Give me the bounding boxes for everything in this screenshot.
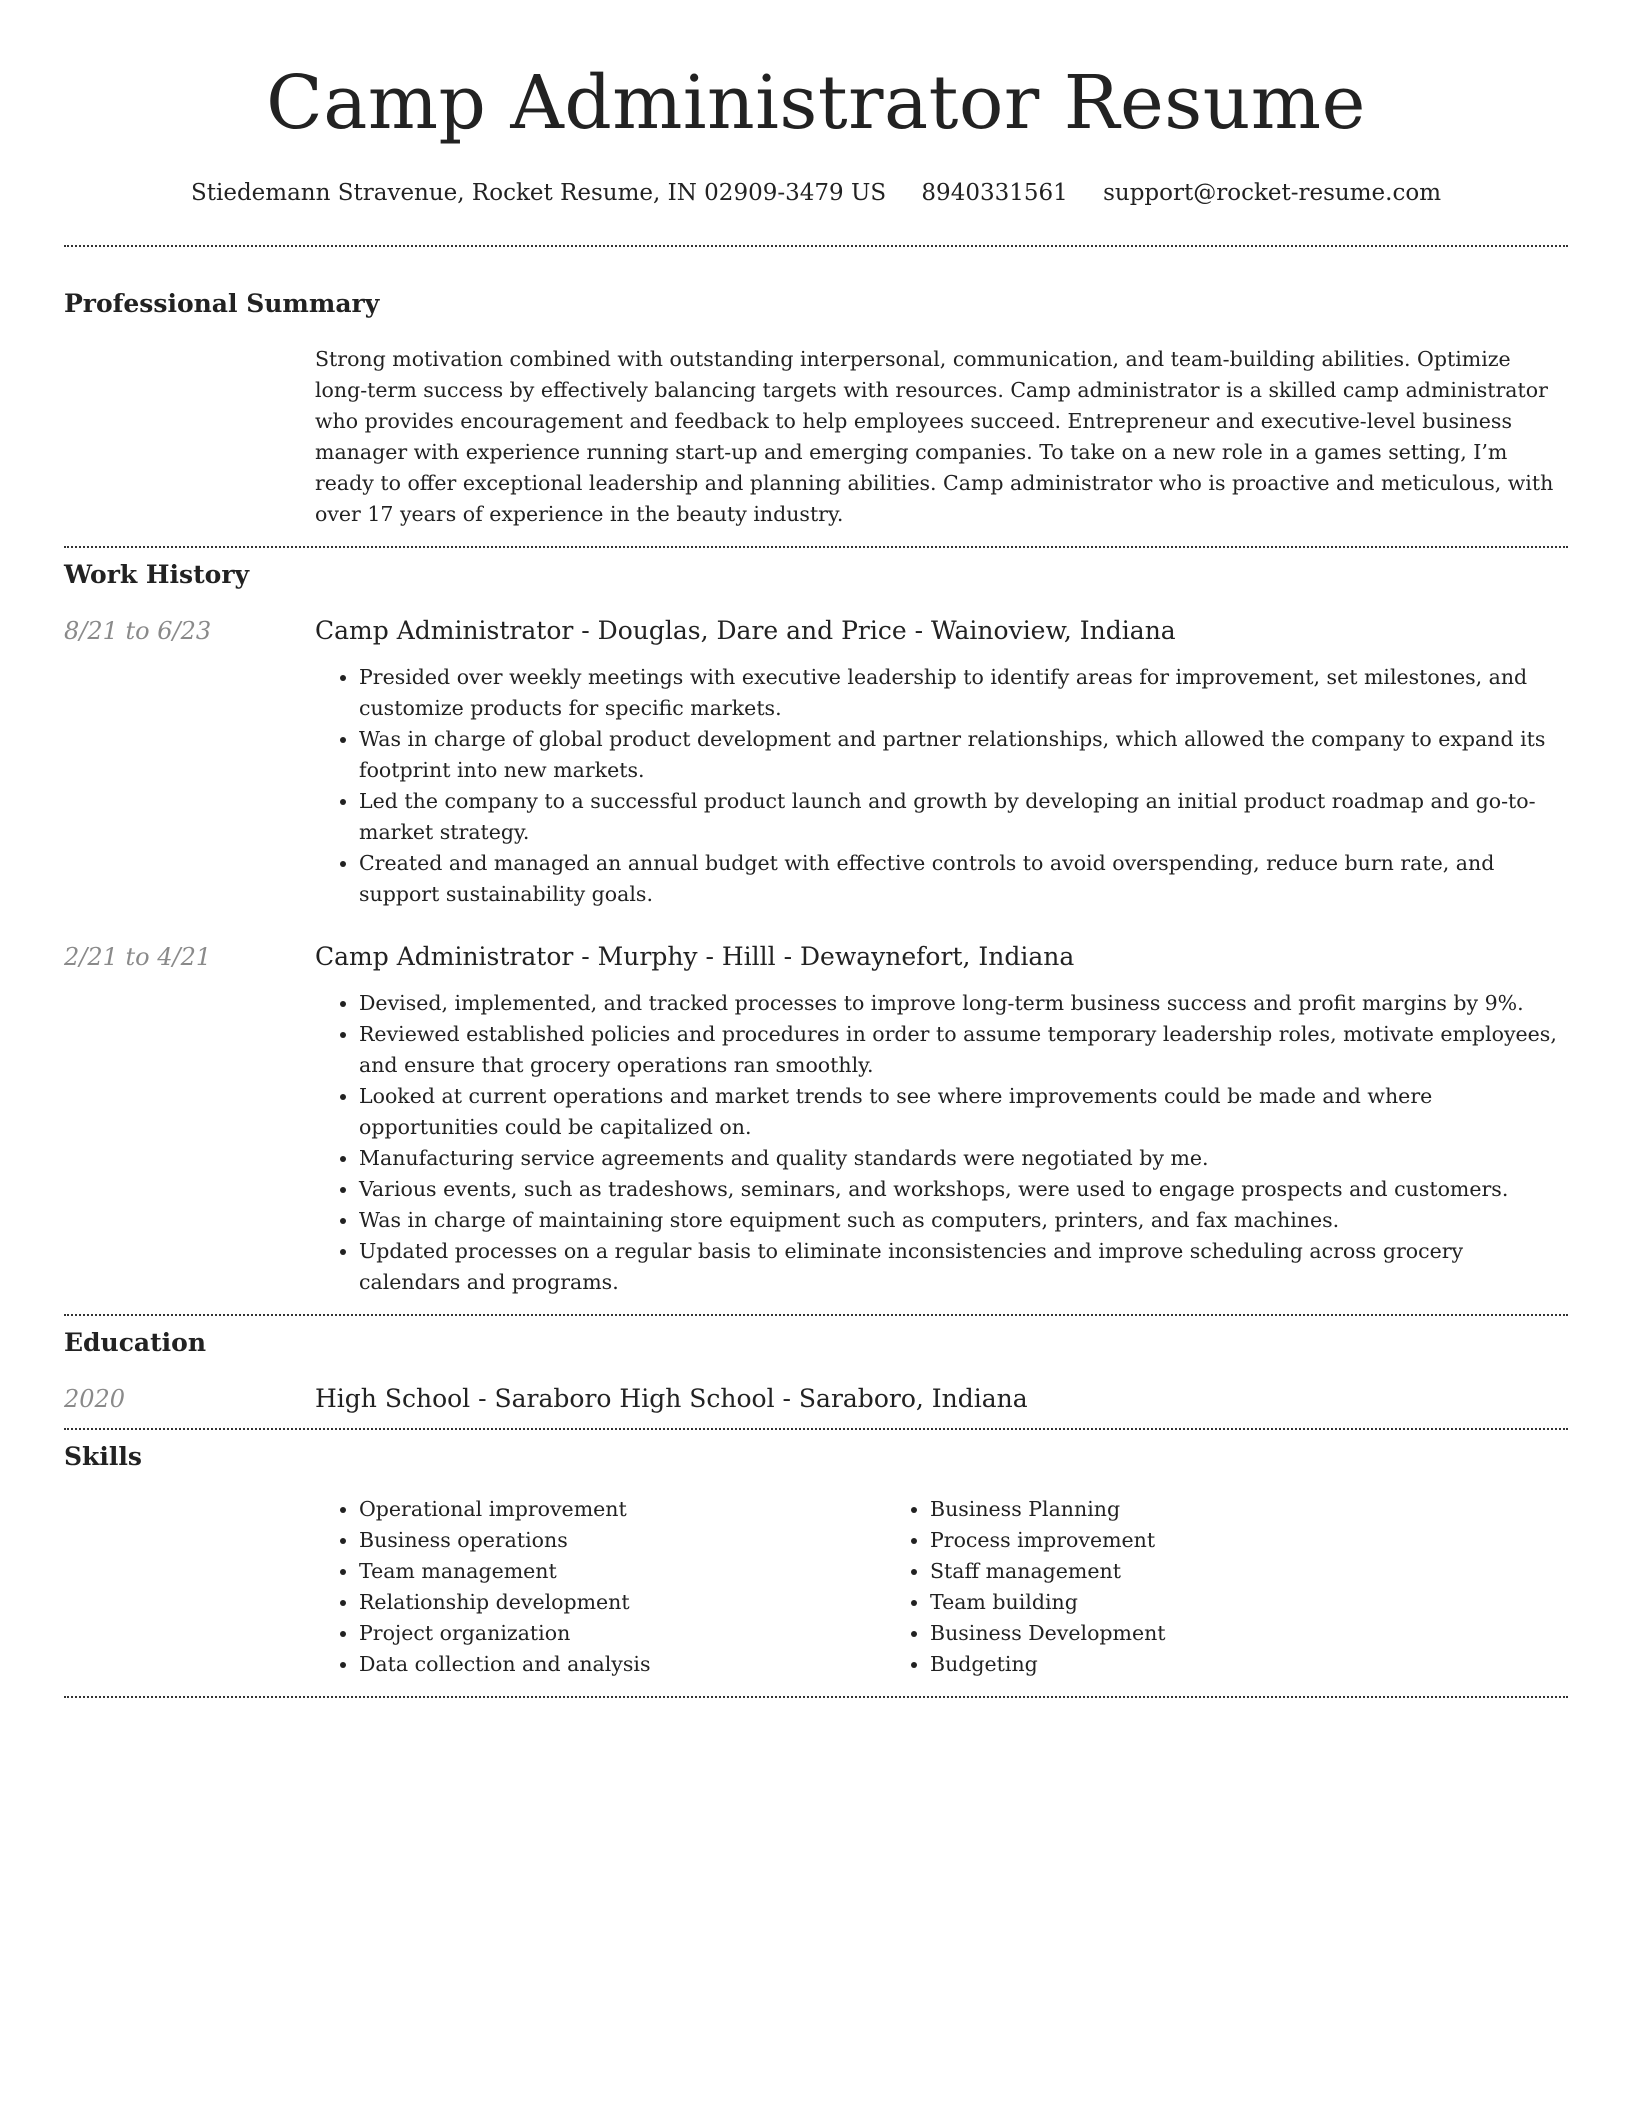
job-bullet: • Various events, such as tradeshows, seminars, and workshops, were used to engage prospects and customers. [359, 1174, 1568, 1205]
contact-address: Stiedemann Stravenue, Rocket Resume, IN 02909-3479 US [190, 180, 887, 206]
job-bullet: • Presided over weekly meetings with executive leadership to identify areas for improvement, set milestones, and customize products for specific markets. [359, 662, 1568, 724]
job-bullet: • Devised, implemented, and tracked processes to improve long-term business success and profit margins by 9%. [359, 988, 1568, 1019]
skill-item: • Team management [359, 1556, 886, 1587]
professional-summary-text: Strong motivation combined with outstanding interpersonal, communication, and team-building abilities. Optimize long-term success by effectively balancing targets with resources. Camp administrator is a skilled camp administrator who provides encouragement and feedback to help employees succeed. Entrepreneur and executive-level business manager with experience running start-up and emerging companies. To take on a new role in a games setting, I’m ready to offer exceptional leadership and planning abilities. Camp administrator who is proactive and meticulous, with over 17 years of experience in the beauty industry. [315, 347, 1554, 526]
skill-item: • Budgeting [930, 1649, 1457, 1680]
skills-list-left [315, 1494, 886, 1680]
job-title: Camp Administrator - Murphy - Hilll - Dewaynefort, Indiana [315, 942, 1075, 971]
skill-item: • Operational improvement [359, 1494, 886, 1525]
skill-item: • Project organization [359, 1618, 886, 1649]
section-divider [64, 1314, 1568, 1316]
job-bullets [315, 988, 1568, 1298]
education-entry [64, 1382, 1568, 1416]
job-bullet: • Reviewed established policies and procedures in order to assume temporary leadership roles, motivate employees, and ensure that grocery operations ran smoothly. [359, 1019, 1568, 1081]
job-bullet: • Looked at current operations and market trends to see where improvements could be made and where opportunities could be capitalized on. [359, 1081, 1568, 1143]
education-year: 2020 [64, 1385, 126, 1413]
section-divider [64, 1428, 1568, 1430]
skill-item: • Business Planning [930, 1494, 1457, 1525]
contact-line [64, 176, 1568, 210]
work-history-heading: Work History [64, 560, 250, 589]
section-divider [64, 245, 1568, 247]
skill-item: • Team building [930, 1587, 1457, 1618]
education-section [64, 1326, 1568, 1416]
job-bullet: • Manufacturing service agreements and quality standards were negotiated by me. [359, 1143, 1568, 1174]
skill-item: • Data collection and analysis [359, 1649, 886, 1680]
job-bullet: • Updated processes on a regular basis to eliminate inconsistencies and improve scheduling across grocery calendars and programs. [359, 1236, 1568, 1298]
resume-title: Camp Administrator Resume [266, 60, 1366, 146]
skills-section [64, 1440, 1568, 1680]
job-bullet: • Created and managed an annual budget with effective controls to avoid overspending, reduce burn rate, and support sustainability goals. [359, 848, 1568, 910]
job-bullet: • Was in charge of maintaining store equipment such as computers, printers, and fax machines. [359, 1205, 1568, 1236]
skill-item: • Business operations [359, 1525, 886, 1556]
professional-summary-heading: Professional Summary [64, 289, 380, 318]
job-entry-header [64, 940, 1568, 974]
skills-heading: Skills [64, 1442, 142, 1471]
skill-item: • Process improvement [930, 1525, 1457, 1556]
work-history-section [64, 558, 1568, 1298]
skills-columns [315, 1494, 1568, 1680]
job-entry-header [64, 614, 1568, 648]
education-heading: Education [64, 1328, 207, 1357]
job-bullet: • Led the company to a successful product launch and growth by developing an initial product roadmap and go-to-market strategy. [359, 786, 1568, 848]
contact-email: support@rocket-resume.com [1103, 180, 1442, 206]
contact-phone: 8940331561 [921, 180, 1068, 206]
education-title: High School - Saraboro High School - Saraboro, Indiana [315, 1384, 1028, 1413]
job-bullets [315, 662, 1568, 910]
skill-item: • Business Development [930, 1618, 1457, 1649]
job-dates: 8/21 to 6/23 [64, 617, 212, 645]
job-bullet: • Was in charge of global product development and partner relationships, which allowed the company to expand its footprint into new markets. [359, 724, 1568, 786]
skill-item: • Staff management [930, 1556, 1457, 1587]
skill-item: • Relationship development [359, 1587, 886, 1618]
section-divider [64, 1696, 1568, 1698]
job-title: Camp Administrator - Douglas, Dare and Price - Wainoview, Indiana [315, 616, 1176, 645]
job-dates: 2/21 to 4/21 [64, 943, 212, 971]
section-divider [64, 546, 1568, 548]
skills-list-right [886, 1494, 1457, 1680]
professional-summary-section [64, 287, 1568, 530]
